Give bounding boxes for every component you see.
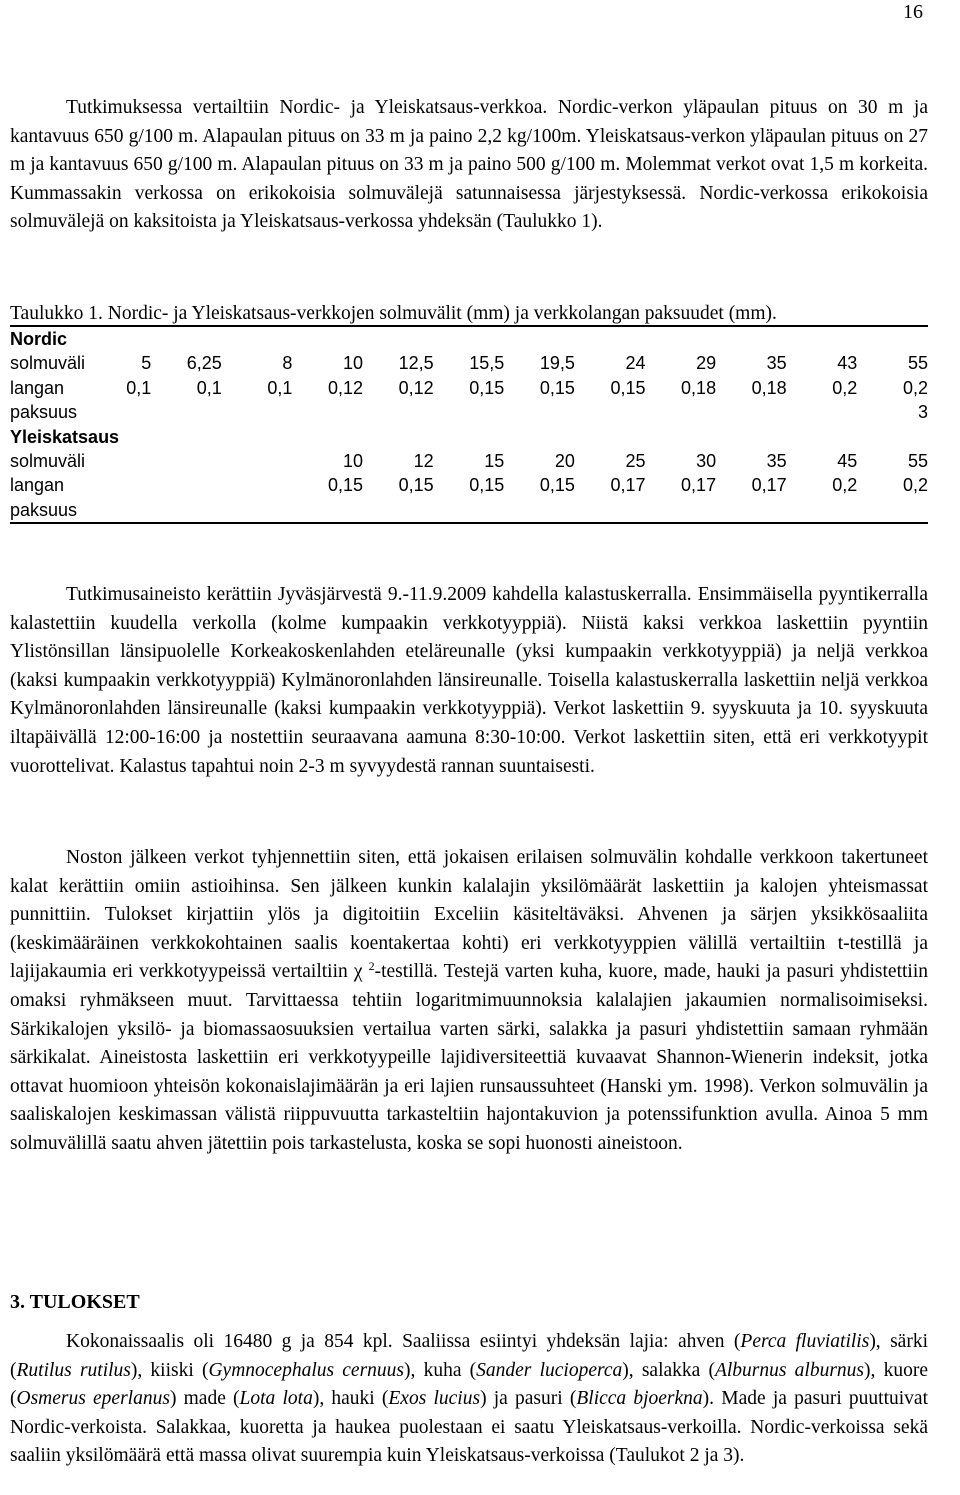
row-label: langan [10,475,65,496]
species-name: Perca fluviatilis [740,1331,870,1352]
table-cell: 15,5 [469,353,505,374]
table-cell: 0,15 [610,377,646,398]
table-cell: 30 [696,451,717,472]
table-cell: 0,15 [398,475,434,496]
table-cell: 8 [282,353,293,374]
table-cell: 35 [766,451,787,472]
analysis-text-before: Noston jälkeen verkot tyhjennettiin siten, että jokaisen erilaisen solmuvälin kohdalle verkkoon takertuneet kalat kerättiin omiin astioihinsa. Sen jälkeen kunkin kalalajin yksilömäärät laskettiin ja kalojen yhteismassat punnittiin. Tulokset kirjattiin ylös ja digitoitiin Exceliin käsiteltäväksi. Ahvenen ja särjen yksikkösaaliita (keskimääräinen verkkokohtainen saalis koentakertaa kohti) eri verkkotyyppien välillä vertailtiin t-testillä ja lajijakaumia eri verkkotyypeissä vertailtiin [10,847,928,983]
chi-symbol: χ [353,961,363,983]
table-cell: 35 [766,353,787,374]
results-text: ), kuore ( [10,1359,928,1410]
table-cell: 25 [625,451,646,472]
table-cell: 12 [413,451,434,472]
table-cell: 15 [484,451,505,472]
table-cell: 0,1 [267,377,293,398]
table-cell: 0,17 [751,475,787,496]
table-row [10,400,928,424]
mesh-size-table [10,325,928,524]
table-cell: 55 [907,451,928,472]
species-name: Gymnocephalus cernuus [208,1359,405,1381]
table-cell: 0,18 [681,377,717,398]
table-cell: 43 [837,353,858,374]
results-text: ), särki ( [10,1331,928,1381]
table-cell: 0,1 [126,377,152,398]
methods-text: Tutkimusaineisto kerättiin Jyväsjärvestä 9.-11.9.2009 kahdella kalastuskerralla. Ensimmäisella pyyntikerralla kalastettiin kuudella verkolla (kolme kumpaakin verkkotyyppiä). Niistä kaksi verkkoa laskettiin pyyntiin Ylistönsillan länsipuolelle Korkeakoskenlahden eteläreunalle (yksi kumpaakin verkkotyyppiä) ja neljä verkkoa (kaksi kumpaakin verkkotyyppiä) Kylmänoronlahden länsireunalle. Toisella kalastuskerralla laskettiin neljä verkkoa Kylmänoronlahden länsireunalle (kaksi kumpaakin verkkotyyppiä). Verkot laskettiin 9. syyskuuta ja 10. syyskuuta iltapäivällä 12:00-16:00 ja nostettiin seuraavana aamuna 8:30-10:00. Verkot laskettiin siten, että eri verkkotyypit vuorottelivat. Kalastus tapahtui noin 2-3 m syvyydestä rannan suuntaisesti. [10,584,928,777]
results-text: ), salakka ( [622,1359,715,1381]
table-cell: 3 [917,402,928,423]
table-cell: 10 [343,353,364,374]
table-cell: 12,5 [398,353,434,374]
analysis-text-after: -testillä. Testejä varten kuha, kuore, made, hauki ja pasuri yhdistettiin omaksi ryhmäkseen muut. Tarvittaessa tehtiin logaritmimuunnoksia kalalajien jakaumien normalisoimiseksi. Särkikalojen yksilö- ja biomassaosuuksien vertailua varten särki, salakka ja pasuri yhdistettiin samaan ryhmään särkikalat. Aineistosta laskettiin eri verkkotyypeille lajidiversiteettiä kuvaavat Shannon-Wienerin indeksit, jotka ottavat huomioon yhteisön kokonaislajimäärän ja eri lajien runsaussuhteet (Hanski ym. 1998). Verkon solmuvälin ja saaliskalojen keskimassan välistä riippuvuutta tarkasteltiin hajontakuvion ja potenssifunktion avulla. Ainoa 5 mm solmuvälillä saatu ahven jätettiin pois tarkastelusta, koska se sopi huonosti aineistoon. [10,961,928,1154]
table-cell: 0,15 [328,475,364,496]
results-paragraph [10,1328,928,1471]
row-label: paksuus [10,402,78,423]
table-cell: 0,12 [328,377,364,398]
table-cell: 0,2 [902,377,928,398]
table-cell: 6,25 [186,353,222,374]
table-cell: 0,17 [681,475,717,496]
table-cell: 0,12 [398,377,434,398]
species-name: Rutilus rutilus [16,1359,131,1381]
species-name: Alburnus alburnus [714,1359,865,1381]
table-cell: 29 [696,353,717,374]
section-heading: 3. TULOKSET [10,1291,140,1313]
species-name: Blicca bjoerkna [576,1388,703,1410]
table-cell: 0,2 [832,377,858,398]
results-text: ) ja pasuri ( [480,1388,577,1410]
yleiskatsaus-group-label: Yleiskatsaus [10,426,120,447]
table-cell: 10 [343,451,364,472]
table-row [10,498,928,523]
table-cell: 0,15 [469,475,505,496]
methods-paragraph [10,581,928,781]
table-cell: 0,1 [196,377,222,398]
table-cell: 0,15 [539,475,575,496]
table-cell: 5 [141,353,152,374]
table-row [10,473,928,497]
intro-paragraph [10,94,928,237]
table-cell: 55 [907,353,928,374]
table-cell: 0,17 [610,475,646,496]
analysis-paragraph [10,844,928,1159]
row-label: langan [10,377,65,398]
row-label: paksuus [10,499,78,520]
table-row [10,449,928,473]
table-cell: 20 [554,451,575,472]
table-row [10,326,928,351]
results-text: Kokonaissaalis oli 16480 g ja 854 kpl. Saaliissa esiintyi yhdeksän lajia: ahven ( [66,1331,741,1352]
table-caption: Taulukko 1. Nordic- ja Yleiskatsaus-verkkojen solmuvälit (mm) ja verkkolangan paksuudet (mm). [10,303,777,324]
species-name: Sander lucioperca [476,1359,623,1381]
results-text: ), hauki ( [312,1388,389,1410]
table-cell: 0,15 [469,377,505,398]
row-label: solmuväli [10,451,86,472]
table-row [10,351,928,375]
table-row [10,376,928,400]
table-cell: 19,5 [539,353,575,374]
table-cell: 0,15 [539,377,575,398]
species-name: Exos lucius [388,1388,481,1410]
results-text: ), kuha ( [404,1359,477,1381]
table-cell: 45 [837,451,858,472]
species-name: Lota lota [239,1388,313,1410]
results-text: ), kiiski ( [130,1359,209,1381]
chi-superscript: 2 [368,959,375,974]
table-row [10,425,928,449]
table-cell: 0,2 [832,475,858,496]
table-cell: 0,18 [751,377,787,398]
row-label: solmuväli [10,353,86,374]
results-text: ). Made ja pasuri puuttuivat Nordic-verkoista. Salakkaa, kuoretta ja haukea puolestaan ei saatu Yleiskatsaus-verkoilla. Nordic-verkoissa sekä saaliin yksilömäärä että massa olivat suurempia kuin Yleiskatsaus-verkoissa (Taulukot 2 ja 3). [10,1388,928,1467]
page-number: 16 [903,1,923,23]
nordic-group-label: Nordic [10,329,68,349]
table-cell: 24 [625,353,646,374]
results-text: ) made ( [169,1388,240,1410]
intro-text: Tutkimuksessa vertailtiin Nordic- ja Yleiskatsaus-verkkoa. Nordic-verkon yläpaulan pituus on 30 m ja kantavuus 650 g/100 m. Alapaulan pituus on 33 m ja paino 2,2 kg/100m. Yleiskatsaus-verkon yläpaulan pituus on 27 m ja kantavuus 650 g/100 m. Alapaulan pituus on 33 m ja paino 500 g/100 m. Molemmat verkot ovat 1,5 m korkeita. Kummassakin verkossa on erikokoisia solmuvälejä satunnaisessa järjestyksessä. Nordic-verkossa erikokoisia solmuvälejä on kaksitoista ja Yleiskatsaus-verkossa yhdeksän (Taulukko 1). [10,97,928,233]
table-cell: 0,2 [902,475,928,496]
species-name: Osmerus eperlanus [16,1388,170,1410]
